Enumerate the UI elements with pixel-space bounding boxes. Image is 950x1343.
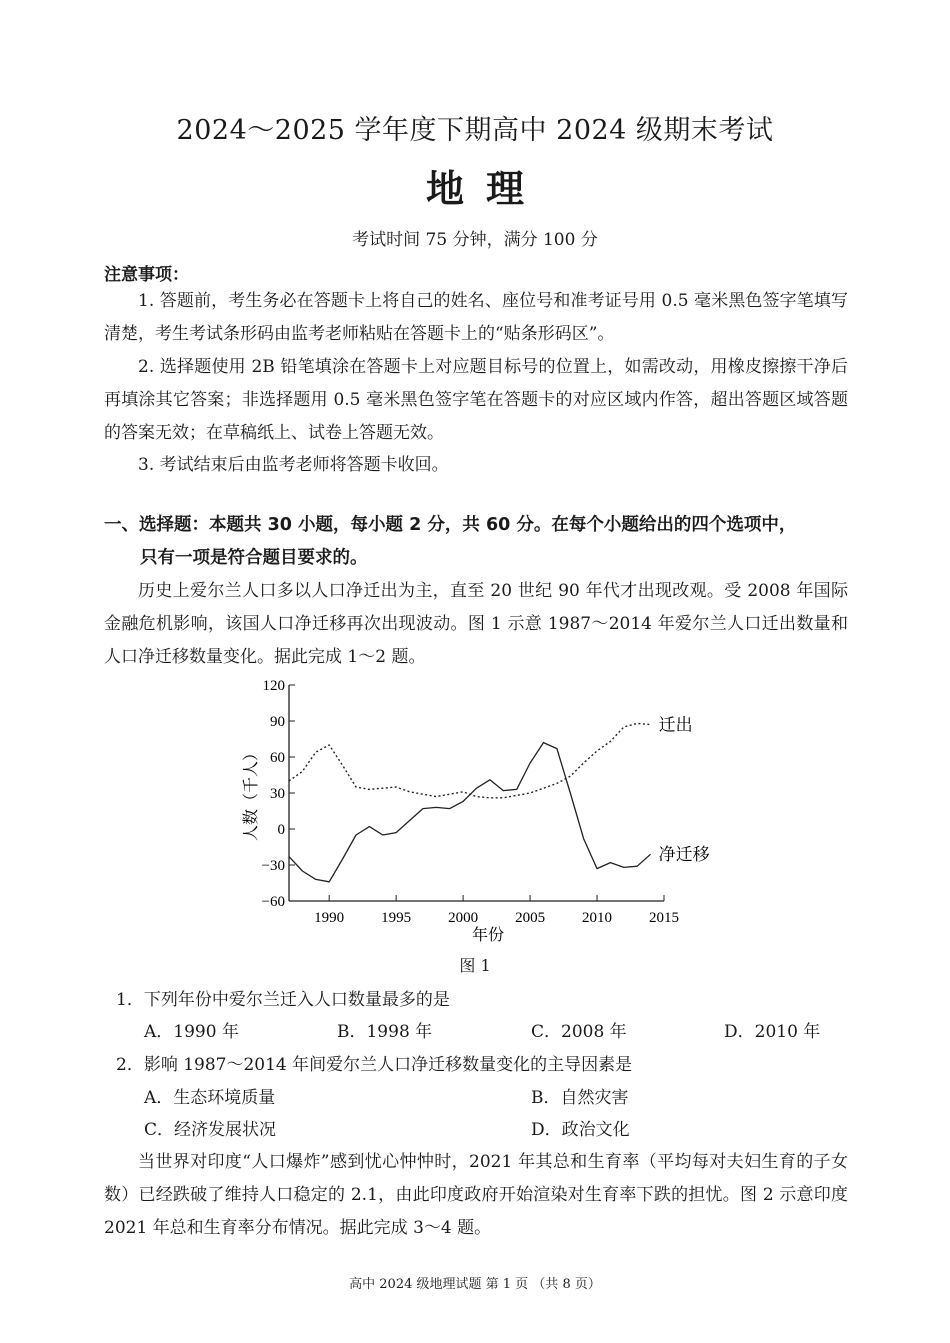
x-tick-label: 1995 <box>381 910 412 926</box>
question-1-stem: 1．下列年份中爱尔兰迁入人口数量最多的是 <box>116 990 450 1010</box>
figure-1-caption: 图 1 <box>459 956 491 975</box>
x-tick-label: 1990 <box>314 910 345 926</box>
q1-option-d[interactable]: D．2010 年 <box>724 1022 821 1042</box>
series-line-1 <box>289 723 651 797</box>
q2-option-b[interactable]: B．自然灾害 <box>531 1088 629 1108</box>
q1-option-a[interactable]: A．1990 年 <box>144 1022 239 1042</box>
section-heading-line1: 一、选择题：本题共 30 小题，每小题 2 分，共 60 分。在每个小题给出的四个选项中， <box>104 515 797 535</box>
y-tick-label: −60 <box>261 894 285 910</box>
chart-series <box>289 723 651 881</box>
q2-option-c[interactable]: C．经济发展状况 <box>144 1120 277 1140</box>
note-item-3: 3. 考试结束后由监考老师将答题卡收回。 <box>138 455 449 475</box>
y-tick-label: 120 <box>262 678 285 694</box>
x-tick-label: 2010 <box>582 910 613 926</box>
subject-title: 地理 <box>425 167 546 211</box>
section-heading-line2: 只有一项是符合题目要求的。 <box>140 548 368 568</box>
q2-option-a[interactable]: A．生态环境质量 <box>144 1088 276 1108</box>
chart-axes <box>262 678 679 926</box>
section-heading <box>104 509 854 575</box>
notes-heading: 注意事项： <box>104 265 189 285</box>
figure-1-chart <box>230 676 730 946</box>
q1-option-c[interactable]: C．2008 年 <box>531 1022 627 1042</box>
page-footer: 高中 2024 级地理试题 第 1 页 （共 8 页） <box>349 1277 601 1292</box>
x-tick-label: 2015 <box>649 910 679 926</box>
series-label-2: 净迁移 <box>658 845 710 865</box>
question-2-stem: 2．影响 1987～2014 年间爱尔兰人口净迁移数量变化的主导因素是 <box>116 1055 633 1075</box>
note-item-2: 2. 选择题使用 2B 铅笔填涂在答题卡上对应题目标号的位置上，如需改动，用橡皮擦擦干净后再填涂其它答案；非选择题用 0.5 毫米黑色签字笔在答题卡的对应区域内作答，超出答题区域答题的答案无效；在草稿纸上、试卷上答题无效。 <box>104 357 848 443</box>
q1-option-b[interactable]: B．1998 年 <box>337 1022 433 1042</box>
y-tick-label: 90 <box>270 714 285 730</box>
series-label-1: 迁出 <box>658 715 693 735</box>
y-tick-label: −30 <box>261 858 285 874</box>
y-tick-label: 30 <box>270 786 285 802</box>
note-item-1: 1. 答题前，考生务必在答题卡上将自己的姓名、座位号和准考证号用 0.5 毫米黑色签字笔填写清楚，考生考试条形码由监考老师粘贴在答题卡上的“贴条形码区”。 <box>104 291 848 344</box>
x-axis-label: 年份 <box>471 927 505 944</box>
passage-1: 历史上爱尔兰人口多以人口净迁出为主，直至 20 世纪 90 年代才出现改观。受 2008 年国际金融危机影响，该国人口净迁移再次出现波动。图 1 示意 1987～2014 年爱尔兰人口迁出数量和人口净迁移数量变化。据此完成 1～2 题。 <box>104 581 848 667</box>
x-tick-label: 2000 <box>448 910 479 926</box>
q2-option-d[interactable]: D．政治文化 <box>531 1120 630 1140</box>
series-line-2 <box>289 743 651 882</box>
exam-info: 考试时间 75 分钟，满分 100 分 <box>352 230 598 250</box>
exam-title: 2024～2025 学年度下期高中 2024 级期末考试 <box>176 115 774 146</box>
x-tick-label: 2005 <box>515 910 546 926</box>
passage-2: 当世界对印度“人口爆炸”感到忧心忡忡时，2021 年其总和生育率（平均每对夫妇生育的子女数）已经跌破了维持人口稳定的 2.1，由此印度政府开始渲染对生育率下跌的担忧。图 2 示意印度 2021 年总和生育率分布情况。据此完成 3～4 题。 <box>104 1152 848 1238</box>
y-axis-label: 人数（千人） <box>243 744 260 842</box>
y-tick-label: 60 <box>270 750 285 766</box>
y-tick-label: 0 <box>277 822 285 838</box>
